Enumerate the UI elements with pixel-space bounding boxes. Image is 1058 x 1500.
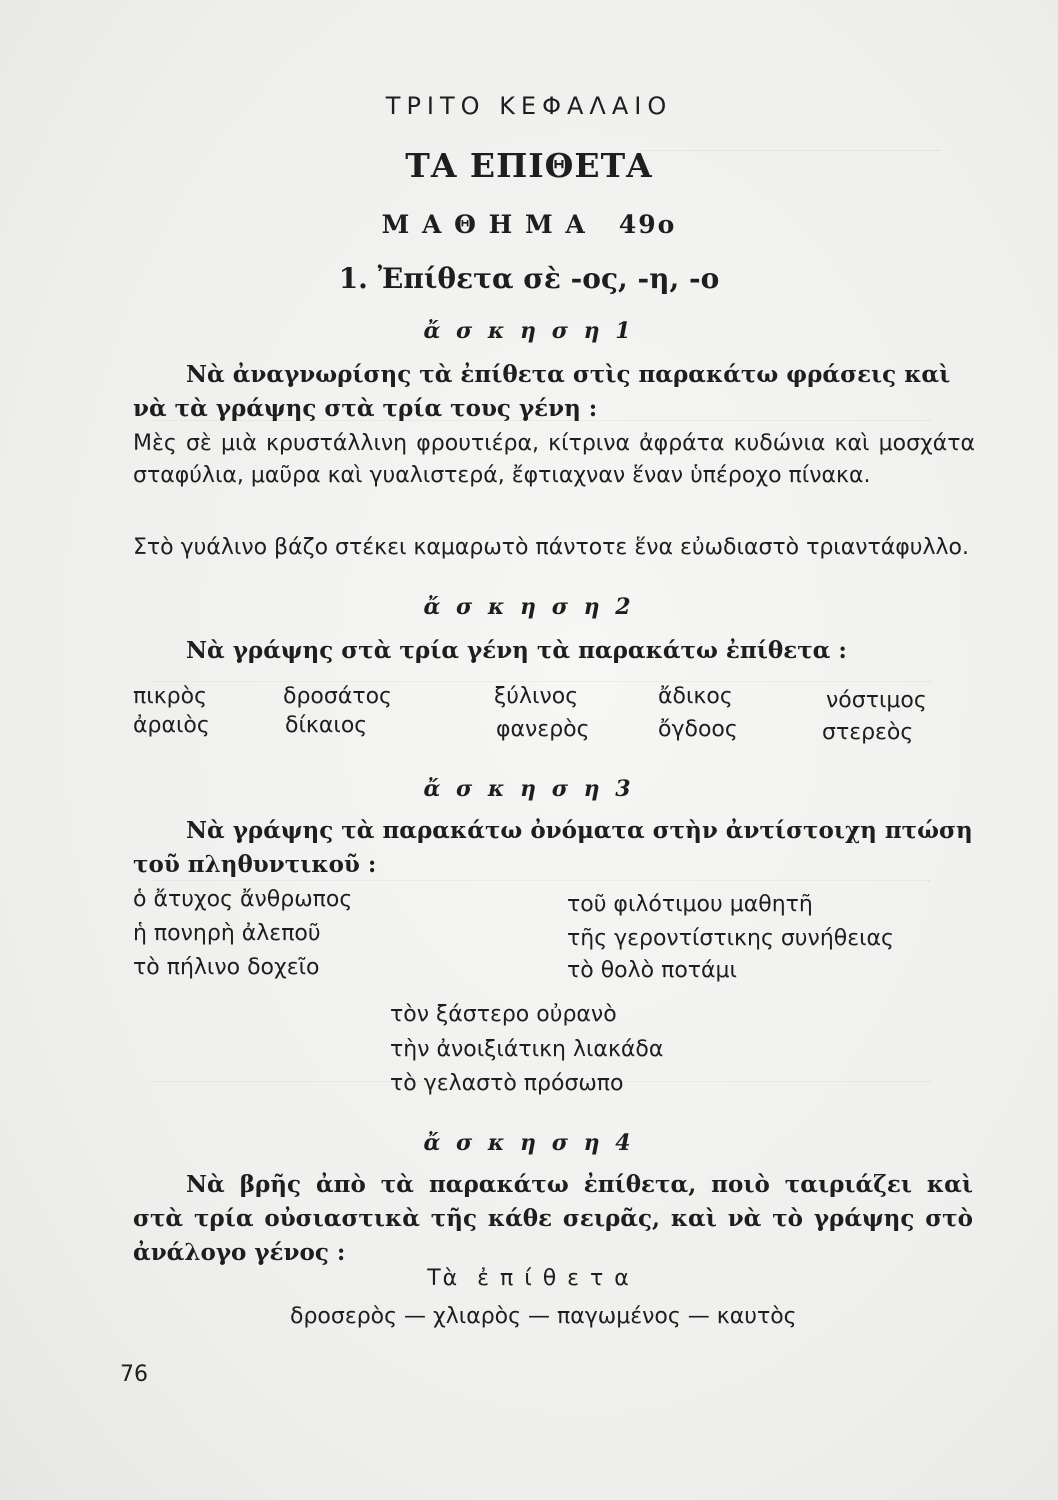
adjective-word: νόστιμος <box>826 688 927 713</box>
adjective-word: στερεὸς <box>822 720 914 745</box>
exercise-3-instruction: Νὰ γράψης τὰ παρακάτω ὀνόματα στὴν ἀντίστοιχη πτώση τοῦ πληθυντικοῦ : <box>133 817 973 878</box>
adjective-word: δροσάτος <box>283 684 392 709</box>
exercise-1-instruction: Νὰ ἀναγνωρίσης τὰ ἐπίθετα στὶς παρακάτω φράσεις καὶ νὰ τὰ γράψης στὰ τρία τους γένη : <box>133 361 951 422</box>
adjective-word: πικρὸς <box>133 684 207 709</box>
main-title: ΤΑ ΕΠΙΘΕΤΑ <box>405 146 653 185</box>
lesson-heading: Μ Α Θ Η Μ Α 49ο <box>381 210 677 239</box>
noun-phrase: τὸν ξάστερο οὐρανὸ <box>390 1002 617 1027</box>
noun-phrase: τὸ πήλινο δοχεῖο <box>133 955 320 980</box>
noun-phrase: τῆς γεροντίστικης συνήθειας <box>567 926 894 951</box>
adjective-word: ξύλινος <box>494 684 579 709</box>
adjective-word: δίκαιος <box>285 713 368 738</box>
noun-phrase: τὸ θολὸ ποτάμι <box>567 958 737 983</box>
noun-phrase: τὸ γελαστὸ πρόσωπο <box>390 1071 624 1096</box>
exercise-1-paragraph-2: Στὸ γυάλινο βάζο στέκει καμαρωτὸ πάντοτε ἕνα εὐωδιαστὸ τριαντάφυλλο. <box>133 535 970 560</box>
noun-phrase: τοῦ φιλότιμου μαθητῆ <box>567 892 813 917</box>
exercise-4-instruction: Νὰ βρῆς ἀπὸ τὰ παρακάτω ἐπίθετα, ποιὸ ταιριάζει καὶ στὰ τρία οὐσιαστικὰ τῆς κάθε σειρᾶς, καὶ νὰ τὸ γράψης στὸ ἀνάλογο γένος : <box>133 1171 973 1266</box>
adjective-word: ὄγδοος <box>658 717 738 742</box>
adjectives-subheading: Τὰ ἐ π ί θ ε τ α <box>427 1266 631 1291</box>
exercise-3-heading: ἄ σ κ η σ η 3 <box>423 776 635 802</box>
adjective-word: ἀραιὸς <box>133 713 210 738</box>
exercise-4-heading: ἄ σ κ η σ η 4 <box>423 1130 635 1156</box>
section-heading: 1. Ἐπίθετα σὲ -ος, -η, -ο <box>338 262 720 295</box>
exercise-2-instruction: Νὰ γράψης στὰ τρία γένη τὰ παρακάτω ἐπίθετα : <box>186 637 847 664</box>
noun-phrase: ἡ πονηρὴ ἀλεποῦ <box>133 921 321 946</box>
page-number: 76 <box>120 1362 148 1387</box>
adjective-word: ἄδικος <box>658 684 733 709</box>
noun-phrase: τὴν ἀνοιξιάτικη λιακάδα <box>390 1037 664 1062</box>
adjectives-list: δροσερὸς — χλιαρὸς — παγωμένος — καυτὸς <box>290 1304 797 1329</box>
chapter-heading: ΤΡΙΤΟ ΚΕΦΑΛΑΙΟ <box>385 92 673 120</box>
exercise-1-paragraph-1: Μὲς σὲ μιὰ κρυστάλλινη φρουτιέρα, κίτρινα ἀφράτα κυδώνια καὶ μοσχάτα σταφύλια, μαῦρα καὶ γυαλιστερά, ἔφτιαχναν ἕναν ὑπέροχο πίνακα. <box>133 431 975 488</box>
noun-phrase: ὁ ἄτυχος ἄνθρωπος <box>133 887 353 912</box>
adjective-word: φανερὸς <box>496 717 590 742</box>
exercise-2-heading: ἄ σ κ η σ η 2 <box>423 594 635 620</box>
exercise-1-heading: ἄ σ κ η σ η 1 <box>423 318 635 344</box>
